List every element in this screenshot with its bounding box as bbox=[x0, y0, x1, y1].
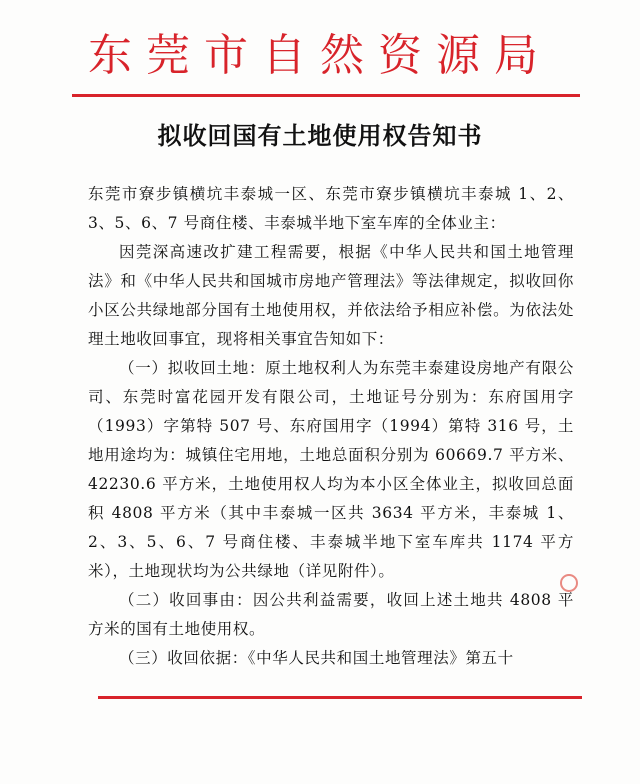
intro-paragraph: 因莞深高速改扩建工程需要，根据《中华人民共和国土地管理法》和《中华人民共和国城市房地产管理法》等法律规定，拟收回你小区公共绿地部分国有土地使用权，并依法给予相应补偿。为依法处理土地收回事宜，现将相关事宜告知如下： bbox=[88, 243, 574, 348]
section-3: （三）收回依据：《中华人民共和国土地管理法》第五十 bbox=[119, 649, 514, 667]
red-divider-bottom bbox=[98, 696, 582, 699]
section-2: （二）收回事由：因公共利益需要，收回上述土地共 4808 平方米的国有土地使用权。 bbox=[88, 591, 574, 638]
document-title: 拟收回国有土地使用权告知书 bbox=[157, 121, 483, 150]
document-body bbox=[88, 180, 574, 673]
section-1: （一）拟收回土地：原土地权利人为东莞丰泰建设房地产有限公司、东莞时富花园开发有限公司，土地证号分别为：东府国用字（1993）字第特 507 号、东府国用字（1994）第特 316 号，土地用途均为：城镇住宅用地，土地总面积分别为 60669.7 平方米、42230.6 平方米，土地使用权人均为本小区全体业主，拟收回总面积 4808 平方米（其中丰泰城一区共 3634 平方米，丰泰城 1、2、3、5、6、7 号商住楼、丰泰城半地下室车库共 1174 平方米），土地现状均为公共绿地（详见附件）。 bbox=[88, 359, 574, 580]
addressee: 东莞市寮步镇横坑丰泰城一区、东莞市寮步镇横坑丰泰城 1、2、3、5、6、7 号商住楼、丰泰城半地下室车库的全体业主： bbox=[88, 185, 574, 232]
org-header: 东莞市自然资源局 bbox=[88, 30, 552, 81]
watermark-icon bbox=[560, 574, 578, 592]
red-divider-top bbox=[72, 94, 580, 97]
